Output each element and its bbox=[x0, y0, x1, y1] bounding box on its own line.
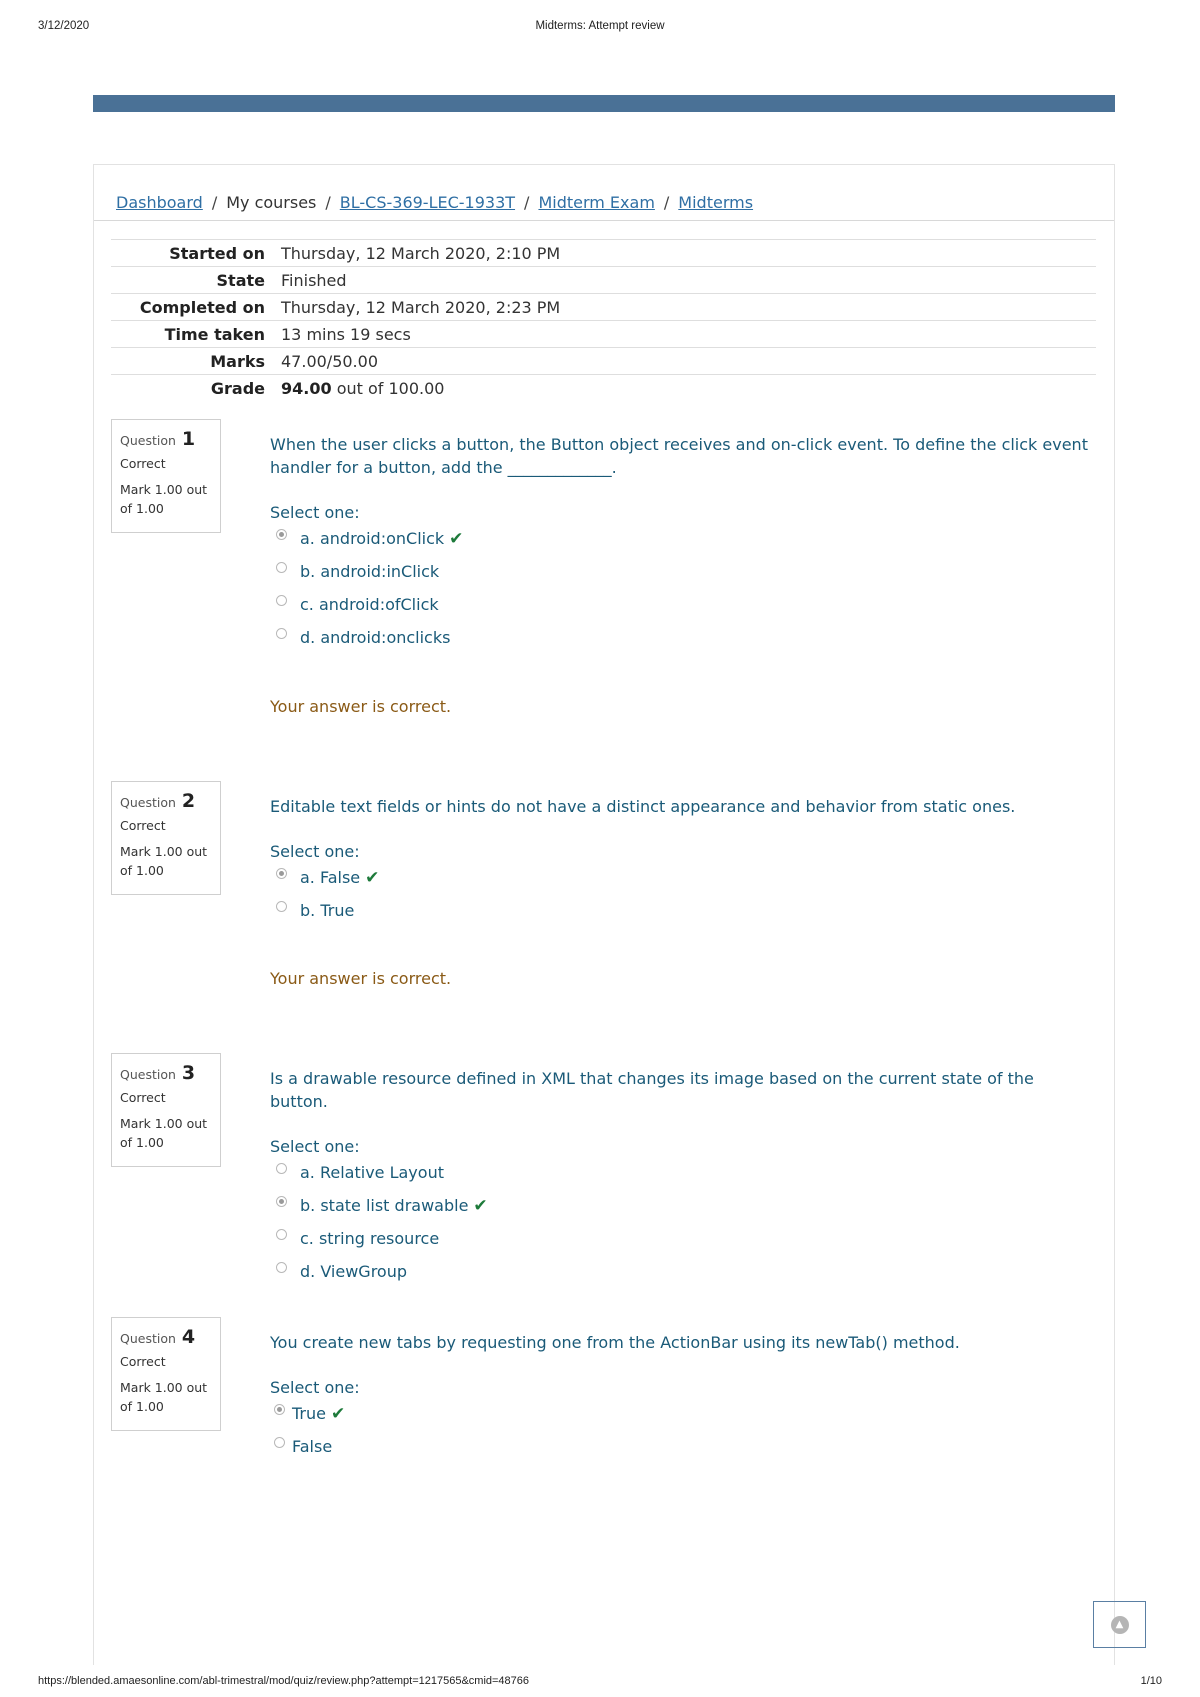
question-info-3 bbox=[111, 1053, 221, 1167]
answer-label: a. Relative Layout bbox=[300, 1163, 444, 1182]
question-mark: Mark 1.00 out of 1.00 bbox=[120, 844, 208, 878]
answer-label: d. ViewGroup bbox=[300, 1262, 408, 1281]
answer-option[interactable] bbox=[276, 621, 1090, 654]
answer-option[interactable] bbox=[276, 894, 1090, 927]
breadcrumb-quiz-link[interactable]: Midterms bbox=[678, 193, 754, 212]
answer-option[interactable] bbox=[276, 555, 1090, 588]
radio-button[interactable] bbox=[276, 595, 287, 606]
breadcrumb-separator: / bbox=[325, 193, 331, 212]
answer-option[interactable] bbox=[276, 588, 1090, 621]
question-mark: Mark 1.00 out of 1.00 bbox=[120, 1116, 208, 1150]
question-state: Correct bbox=[120, 1090, 166, 1105]
summary-value: Thursday, 12 March 2020, 2:10 PM bbox=[281, 240, 1096, 267]
summary-row-grade bbox=[111, 375, 1096, 402]
question-body-2 bbox=[270, 795, 1090, 988]
answer-option[interactable] bbox=[274, 1430, 1090, 1463]
answer-label: True bbox=[292, 1404, 326, 1423]
summary-value: Thursday, 12 March 2020, 2:23 PM bbox=[281, 294, 1096, 321]
select-one-prompt: Select one: bbox=[270, 1137, 360, 1156]
attempt-summary-table bbox=[111, 239, 1096, 401]
radio-button[interactable] bbox=[276, 562, 287, 573]
question-number: Question 3 bbox=[120, 1062, 196, 1084]
print-url: https://blended.amaesonline.com/abl-trimestral/mod/quiz/review.php?attempt=1217565&cmid=48766 bbox=[38, 1675, 530, 1687]
summary-label: Marks bbox=[111, 348, 281, 375]
answer-option[interactable] bbox=[274, 1397, 1090, 1430]
answer-label: c. android:ofClick bbox=[300, 595, 439, 614]
answer-label: c. string resource bbox=[300, 1229, 440, 1248]
breadcrumb-course-link[interactable]: BL-CS-369-LEC-1933T bbox=[339, 193, 516, 212]
answer-label: d. android:onclicks bbox=[300, 628, 451, 647]
grade-value: 94.00 bbox=[281, 378, 332, 398]
print-page-number: 1/10 bbox=[1140, 1675, 1162, 1687]
select-one-prompt: Select one: bbox=[270, 503, 360, 522]
summary-label: Time taken bbox=[111, 321, 281, 348]
breadcrumb bbox=[116, 193, 753, 212]
question-text: You create new tabs by requesting one from the ActionBar using its newTab() method. bbox=[270, 1333, 960, 1352]
question-state: Correct bbox=[120, 818, 166, 833]
check-icon: ✔ bbox=[365, 867, 380, 888]
breadcrumb-separator: / bbox=[211, 193, 218, 212]
check-icon: ✔ bbox=[449, 528, 464, 549]
site-navbar bbox=[93, 95, 1115, 112]
summary-label: Grade bbox=[111, 375, 281, 402]
question-text: Editable text fields or hints do not have a distinct appearance and behavior from static ones. bbox=[270, 797, 1016, 816]
question-body-1 bbox=[270, 433, 1090, 716]
question-mark: Mark 1.00 out of 1.00 bbox=[120, 482, 208, 516]
summary-label: State bbox=[111, 267, 281, 294]
answer-label: False bbox=[292, 1437, 333, 1456]
summary-value: Finished bbox=[281, 267, 1096, 294]
answer-label: a. False bbox=[300, 868, 361, 887]
answer-label: b. android:inClick bbox=[300, 562, 440, 581]
answer-option[interactable] bbox=[276, 1255, 1090, 1288]
radio-button[interactable] bbox=[276, 901, 287, 912]
breadcrumb-divider bbox=[94, 220, 1114, 221]
summary-row-time-taken bbox=[111, 321, 1096, 348]
radio-selected[interactable] bbox=[276, 529, 287, 540]
answer-option[interactable] bbox=[276, 1156, 1090, 1189]
answer-option[interactable] bbox=[276, 1222, 1090, 1255]
question-state: Correct bbox=[120, 456, 166, 471]
radio-selected[interactable] bbox=[276, 1196, 287, 1207]
summary-row-completed bbox=[111, 294, 1096, 321]
question-mark: Mark 1.00 out of 1.00 bbox=[120, 1380, 208, 1414]
summary-row-started bbox=[111, 240, 1096, 267]
question-text: Is a drawable resource defined in XML that changes its image based on the current state of the button. bbox=[270, 1069, 1034, 1111]
scroll-to-top-button[interactable] bbox=[1093, 1601, 1146, 1648]
chevron-up-icon: ▲ bbox=[1111, 1616, 1129, 1634]
answer-label: b. True bbox=[300, 901, 355, 920]
print-title: Midterms: Attempt review bbox=[535, 20, 665, 32]
radio-selected[interactable] bbox=[276, 868, 287, 879]
radio-selected[interactable] bbox=[274, 1404, 285, 1415]
radio-button[interactable] bbox=[276, 1163, 287, 1174]
radio-button[interactable] bbox=[276, 628, 287, 639]
breadcrumb-dashboard-link[interactable]: Dashboard bbox=[116, 193, 203, 212]
summary-value: 47.00/50.00 bbox=[281, 348, 1096, 375]
question-info-2 bbox=[111, 781, 221, 895]
question-number: Question 2 bbox=[120, 790, 196, 812]
radio-button[interactable] bbox=[274, 1437, 285, 1448]
check-icon: ✔ bbox=[473, 1195, 488, 1216]
answer-option[interactable] bbox=[276, 861, 1090, 894]
summary-row-state bbox=[111, 267, 1096, 294]
summary-label: Completed on bbox=[111, 294, 281, 321]
breadcrumb-separator: / bbox=[524, 193, 530, 212]
breadcrumb-my-courses: My courses bbox=[226, 193, 317, 212]
question-state: Correct bbox=[120, 1354, 166, 1369]
breadcrumb-section-link[interactable]: Midterm Exam bbox=[538, 193, 655, 212]
summary-value bbox=[281, 375, 1096, 402]
main-card bbox=[93, 164, 1115, 1665]
summary-value: 13 mins 19 secs bbox=[281, 321, 1096, 348]
answer-option[interactable] bbox=[276, 522, 1090, 555]
question-number: Question 4 bbox=[120, 1326, 196, 1348]
answer-label: b. state list drawable bbox=[300, 1196, 469, 1215]
question-number: Question 1 bbox=[120, 428, 196, 450]
question-body-3 bbox=[270, 1067, 1090, 1288]
question-text: When the user clicks a button, the Button object receives and on-click event. To define the click event handler for a button, add the _____________. bbox=[270, 435, 1088, 477]
select-one-prompt: Select one: bbox=[270, 1378, 360, 1397]
check-icon: ✔ bbox=[330, 1403, 346, 1424]
question-info-1 bbox=[111, 419, 221, 533]
answer-feedback: Your answer is correct. bbox=[270, 697, 452, 716]
question-body-4 bbox=[270, 1331, 1090, 1463]
print-date: 3/12/2020 bbox=[38, 20, 90, 32]
summary-row-marks bbox=[111, 348, 1096, 375]
answer-option[interactable] bbox=[276, 1189, 1090, 1222]
answer-feedback: Your answer is correct. bbox=[270, 969, 452, 988]
select-one-prompt: Select one: bbox=[270, 842, 360, 861]
grade-out-of: out of 100.00 bbox=[331, 378, 445, 398]
answer-label: a. android:onClick bbox=[300, 529, 445, 548]
radio-button[interactable] bbox=[276, 1229, 287, 1240]
breadcrumb-separator: / bbox=[663, 193, 670, 212]
radio-button[interactable] bbox=[276, 1262, 287, 1273]
question-info-4 bbox=[111, 1317, 221, 1431]
summary-label: Started on bbox=[111, 240, 281, 267]
